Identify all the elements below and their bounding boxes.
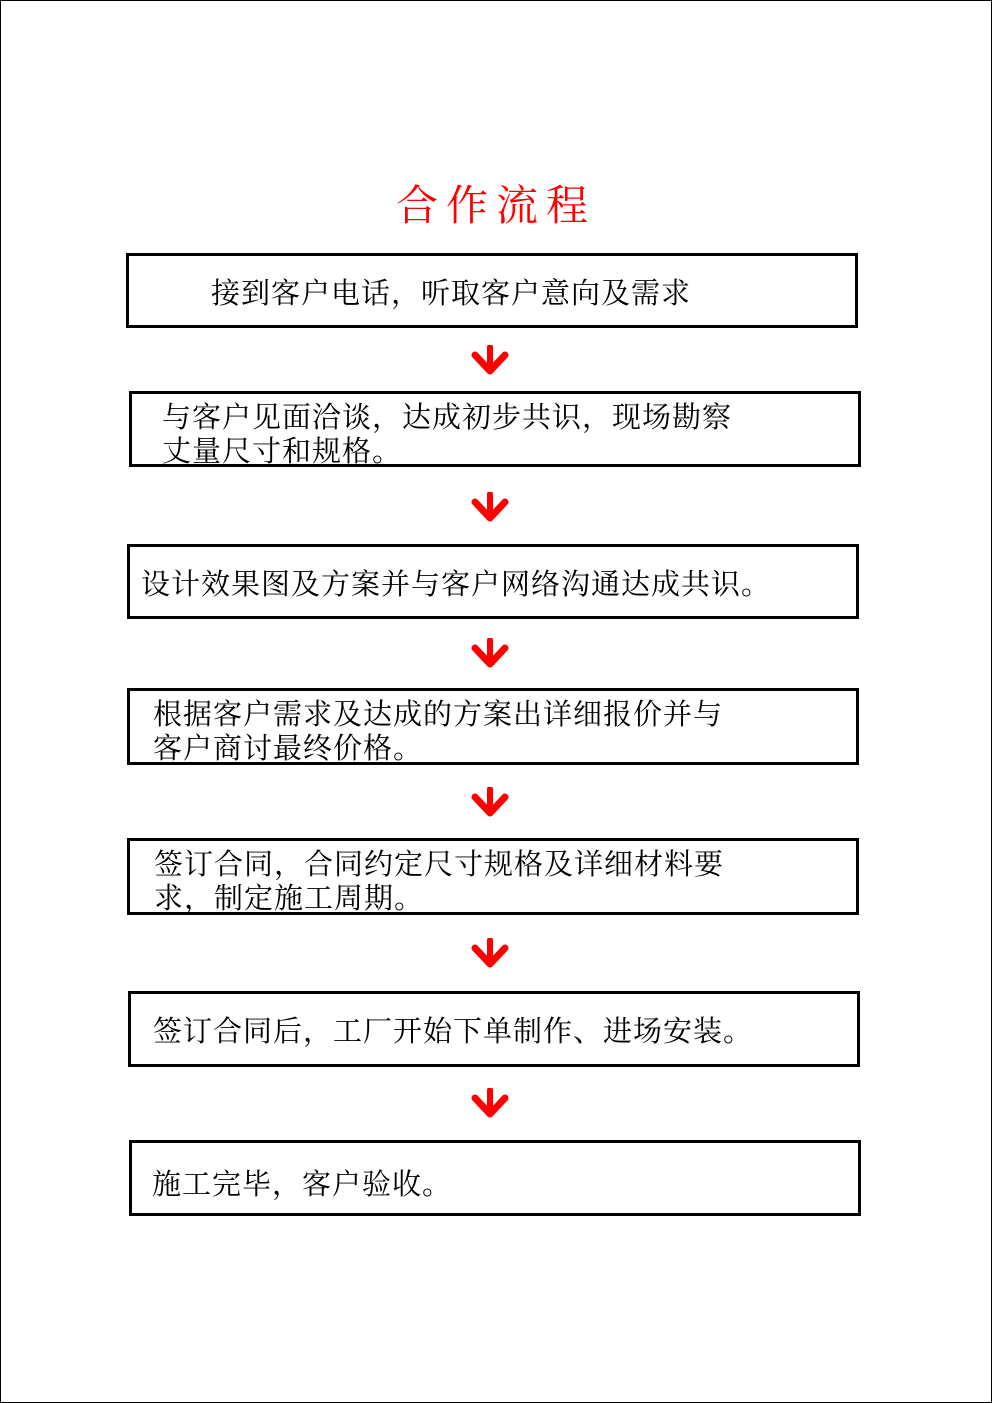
step-5-line-1: 签订合同，合同约定尺寸规格及详细材料要 [154,847,725,881]
step-4-line-2: 客户商讨最终价格。 [153,731,424,765]
step-2-line-2: 丈量尺寸和规格。 [162,434,403,468]
step-4-line-1: 根据客户需求及达成的方案出详细报价并与 [153,697,724,731]
step-box-6 [128,991,860,1067]
step-5-line-2: 求，制定施工周期。 [154,881,425,915]
step-1-line-1: 接到客户电话，听取客户意向及需求 [211,276,692,310]
arrow-down-icon [470,787,510,823]
step-7-line-1: 施工完毕，客户验收。 [152,1167,453,1201]
step-box-5 [127,838,859,915]
page-title: 合作流程 [395,181,596,230]
arrow-down-icon [470,938,510,974]
arrow-down-icon [470,345,510,381]
step-box-3 [127,544,859,619]
step-box-2 [129,391,861,467]
step-box-1 [126,253,858,328]
step-box-7 [129,1140,861,1216]
step-2-line-1: 与客户见面洽谈，达成初步共识，现场勘察 [162,400,733,434]
step-6-line-1: 签订合同后，工厂开始下单制作、进场安装。 [153,1014,754,1048]
step-3-line-1: 设计效果图及方案并与客户网络沟通达成共识。 [141,567,772,601]
arrow-down-icon [470,492,510,528]
step-box-4 [127,688,859,765]
arrow-down-icon [470,1088,510,1124]
arrow-down-icon [470,638,510,674]
